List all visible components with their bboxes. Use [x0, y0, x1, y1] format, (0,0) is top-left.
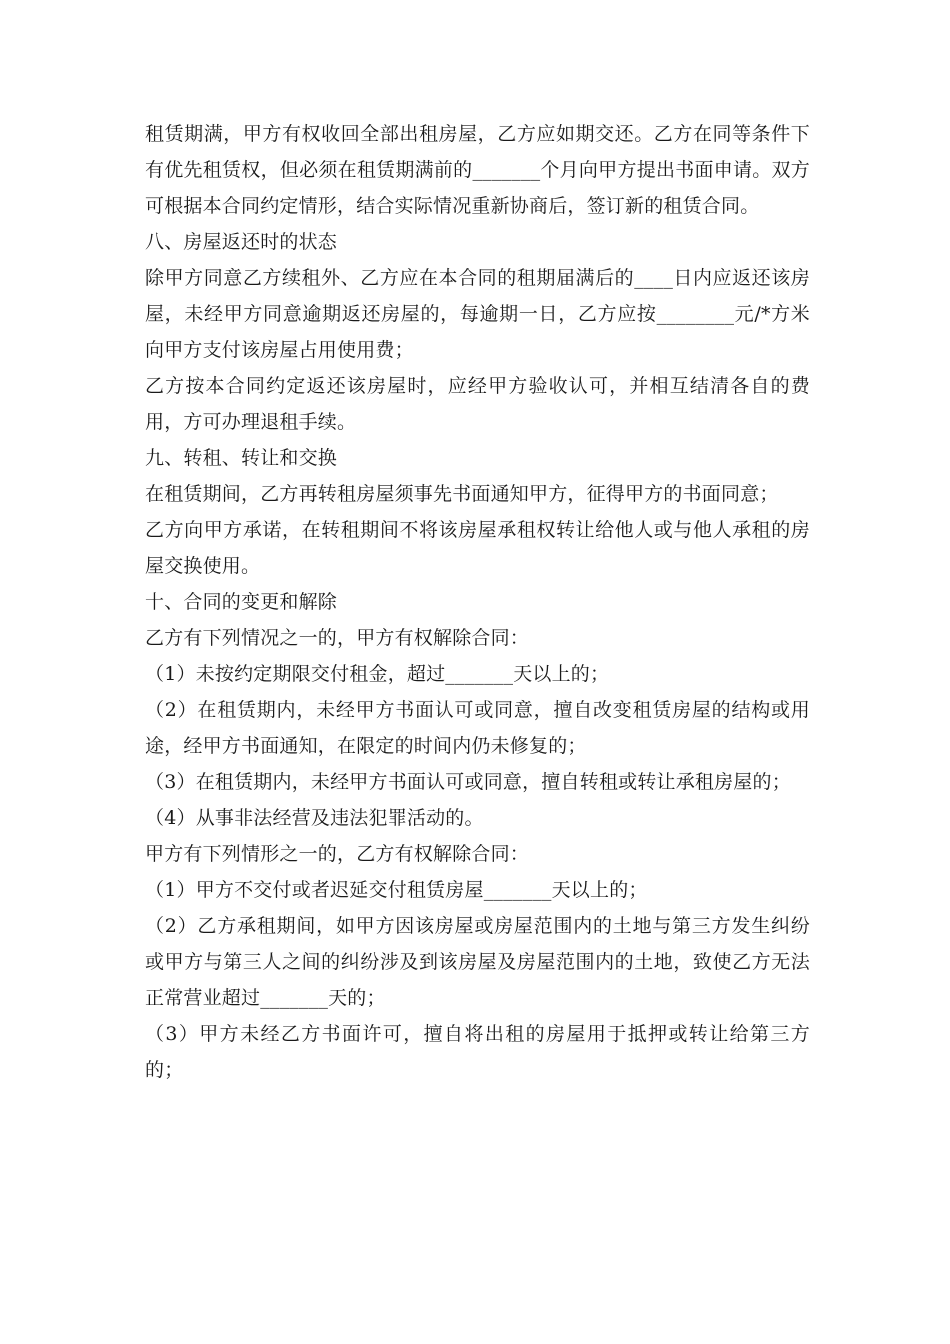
list-item-lessor-1: （1）未按约定期限交付租金，超过_______天以上的；: [145, 663, 610, 685]
paragraph-sublease-promise: 乙方向甲方承诺，在转租期间不将该房屋承租权转让给他人或与他人承租的房屋交换使用。: [145, 519, 810, 577]
list-item-lessor-3: （3）在租赁期内，未经甲方书面认可或同意，擅自转租或转让承租房屋的；: [145, 771, 791, 793]
paragraph-lessor-termination-intro: 乙方有下列情况之一的，甲方有权解除合同：: [145, 627, 530, 649]
paragraph-return-inspection: 乙方按本合同约定返还该房屋时，应经甲方验收认可，并相互结清各自的费用，方可办理退租手续。: [145, 375, 810, 433]
list-item-lessee-1: （1）甲方不交付或者迟延交付租赁房屋_______天以上的；: [145, 879, 648, 901]
document-page: [145, 116, 810, 1088]
section-heading-8: 八、房屋返还时的状态: [145, 231, 338, 253]
list-item-lessee-3: （3）甲方未经乙方书面许可，擅自将出租的房屋用于抵押或转让给第三方的；: [145, 1023, 810, 1081]
list-item-lessor-2: （2）在租赁期内，未经甲方书面认可或同意，擅自改变租赁房屋的结构或用途，经甲方书面通知，在限定的时间内仍未修复的；: [145, 699, 810, 757]
paragraph-lessee-termination-intro: 甲方有下列情形之一的，乙方有权解除合同：: [145, 843, 530, 865]
list-item-lessor-4: （4）从事非法经营及违法犯罪活动的。: [145, 807, 484, 829]
paragraph-sublease-consent: 在租赁期间，乙方再转租房屋须事先书面通知甲方，征得甲方的书面同意；: [145, 483, 779, 505]
section-heading-9: 九、转租、转让和交换: [145, 447, 338, 469]
paragraph-lease-expiry: 租赁期满，甲方有权收回全部出租房屋，乙方应如期交还。乙方在同等条件下有优先租赁权，但必须在租赁期满前的_______个月向甲方提出书面申请。双方可根据本合同约定情形，结合实际情况重新协商后，签订新的租赁合同。: [145, 123, 810, 217]
list-item-lessee-2: （2）乙方承租期间，如甲方因该房屋或房屋范围内的土地与第三方发生纠纷或甲方与第三人之间的纠纷涉及到该房屋及房屋范围内的土地，致使乙方无法正常营业超过_______天的；: [145, 915, 810, 1009]
section-heading-10: 十、合同的变更和解除: [145, 591, 338, 613]
paragraph-return-deadline: 除甲方同意乙方续租外、乙方应在本合同的租期届满后的____日内应返还该房屋，未经甲方同意逾期返还房屋的，每逾期一日，乙方应按________元/*方米向甲方支付该房屋占用使用费；: [145, 267, 810, 361]
